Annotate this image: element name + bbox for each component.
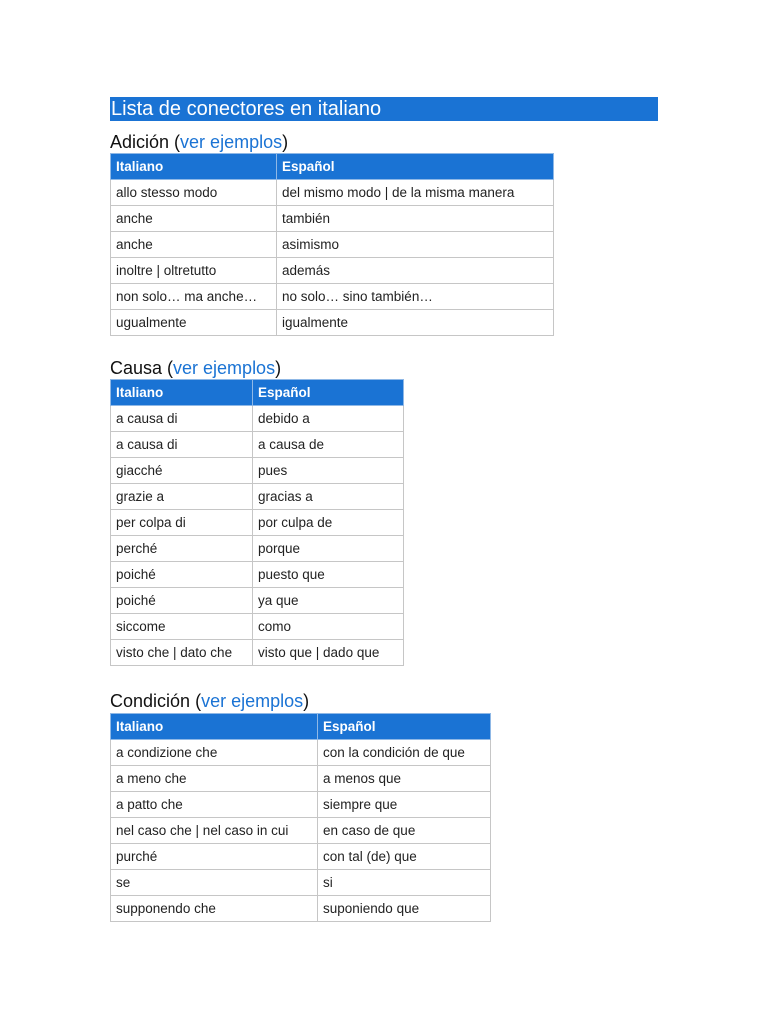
table-body — [111, 740, 491, 922]
cell-espanol: gracias a — [253, 484, 404, 510]
cell-espanol: además — [277, 258, 554, 284]
cell-espanol: no solo… sino también… — [277, 284, 554, 310]
table-row — [111, 510, 404, 536]
cell-italiano: per colpa di — [111, 510, 253, 536]
cell-espanol: con tal (de) que — [318, 844, 491, 870]
column-header-italiano: Italiano — [111, 380, 253, 406]
cell-espanol: del mismo modo | de la misma manera — [277, 180, 554, 206]
cell-espanol: puesto que — [253, 562, 404, 588]
cell-espanol: como — [253, 614, 404, 640]
cell-italiano: poiché — [111, 562, 253, 588]
cell-espanol: si — [318, 870, 491, 896]
table-row — [111, 614, 404, 640]
cell-espanol: a menos que — [318, 766, 491, 792]
cell-italiano: a condizione che — [111, 740, 318, 766]
cell-italiano: non solo… ma anche… — [111, 284, 277, 310]
cell-espanol: visto que | dado que — [253, 640, 404, 666]
cell-italiano: poiché — [111, 588, 253, 614]
table-row — [111, 206, 554, 232]
column-header-italiano: Italiano — [111, 154, 277, 180]
section-heading-text: Condición — [110, 691, 191, 711]
ver-ejemplos-link[interactable]: ver ejemplos — [180, 132, 283, 152]
cell-italiano: a meno che — [111, 766, 318, 792]
table-causa — [110, 379, 404, 666]
cell-italiano: giacché — [111, 458, 253, 484]
section-heading-text: Adición — [110, 132, 170, 152]
cell-espanol: debido a — [253, 406, 404, 432]
column-header-espanol: Español — [318, 714, 491, 740]
table-header-row — [111, 154, 554, 180]
cell-italiano: inoltre | oltretutto — [111, 258, 277, 284]
cell-italiano: a causa di — [111, 432, 253, 458]
table-row — [111, 284, 554, 310]
table-row — [111, 258, 554, 284]
cell-italiano: perché — [111, 536, 253, 562]
cell-espanol: suponiendo que — [318, 896, 491, 922]
table-row — [111, 406, 404, 432]
cell-italiano: grazie a — [111, 484, 253, 510]
table-row — [111, 792, 491, 818]
cell-italiano: siccome — [111, 614, 253, 640]
cell-espanol: por culpa de — [253, 510, 404, 536]
cell-italiano: nel caso che | nel caso in cui — [111, 818, 318, 844]
table-row — [111, 458, 404, 484]
table-header-row — [111, 714, 491, 740]
cell-italiano: allo stesso modo — [111, 180, 277, 206]
table-row — [111, 232, 554, 258]
cell-espanol: porque — [253, 536, 404, 562]
cell-espanol: pues — [253, 458, 404, 484]
cell-italiano: anche — [111, 206, 277, 232]
cell-espanol: en caso de que — [318, 818, 491, 844]
section-heading-text: Causa — [110, 358, 163, 378]
cell-espanol: igualmente — [277, 310, 554, 336]
table-row — [111, 896, 491, 922]
cell-italiano: purché — [111, 844, 318, 870]
cell-espanol: asimismo — [277, 232, 554, 258]
column-header-espanol: Español — [277, 154, 554, 180]
cell-italiano: a patto che — [111, 792, 318, 818]
ver-ejemplos-link[interactable]: ver ejemplos — [173, 358, 276, 378]
cell-italiano: ugualmente — [111, 310, 277, 336]
table-body — [111, 406, 404, 666]
table-row — [111, 536, 404, 562]
table-row — [111, 562, 404, 588]
table-row — [111, 432, 404, 458]
table-body — [111, 180, 554, 336]
table-row — [111, 740, 491, 766]
table-header-row — [111, 380, 404, 406]
table-row — [111, 844, 491, 870]
cell-italiano: anche — [111, 232, 277, 258]
table-row — [111, 484, 404, 510]
section-heading-adicion: Adición (ver ejemplos) — [110, 132, 289, 152]
cell-espanol: también — [277, 206, 554, 232]
cell-espanol: siempre que — [318, 792, 491, 818]
table-row — [111, 310, 554, 336]
table-condicion — [110, 713, 491, 922]
column-header-espanol: Español — [253, 380, 404, 406]
table-row — [111, 870, 491, 896]
section-heading-condicion: Condición (ver ejemplos) — [110, 691, 310, 711]
table-row — [111, 588, 404, 614]
table-row — [111, 766, 491, 792]
cell-italiano: supponendo che — [111, 896, 318, 922]
page-title: Lista de conectores en italiano — [110, 97, 658, 121]
column-header-italiano: Italiano — [111, 714, 318, 740]
table-adicion — [110, 153, 554, 336]
table-row — [111, 180, 554, 206]
cell-espanol: con la condición de que — [318, 740, 491, 766]
table-row — [111, 818, 491, 844]
ver-ejemplos-link[interactable]: ver ejemplos — [201, 691, 304, 711]
cell-italiano: se — [111, 870, 318, 896]
cell-espanol: ya que — [253, 588, 404, 614]
cell-italiano: a causa di — [111, 406, 253, 432]
cell-espanol: a causa de — [253, 432, 404, 458]
cell-italiano: visto che | dato che — [111, 640, 253, 666]
section-heading-causa: Causa (ver ejemplos) — [110, 358, 282, 378]
table-row — [111, 640, 404, 666]
